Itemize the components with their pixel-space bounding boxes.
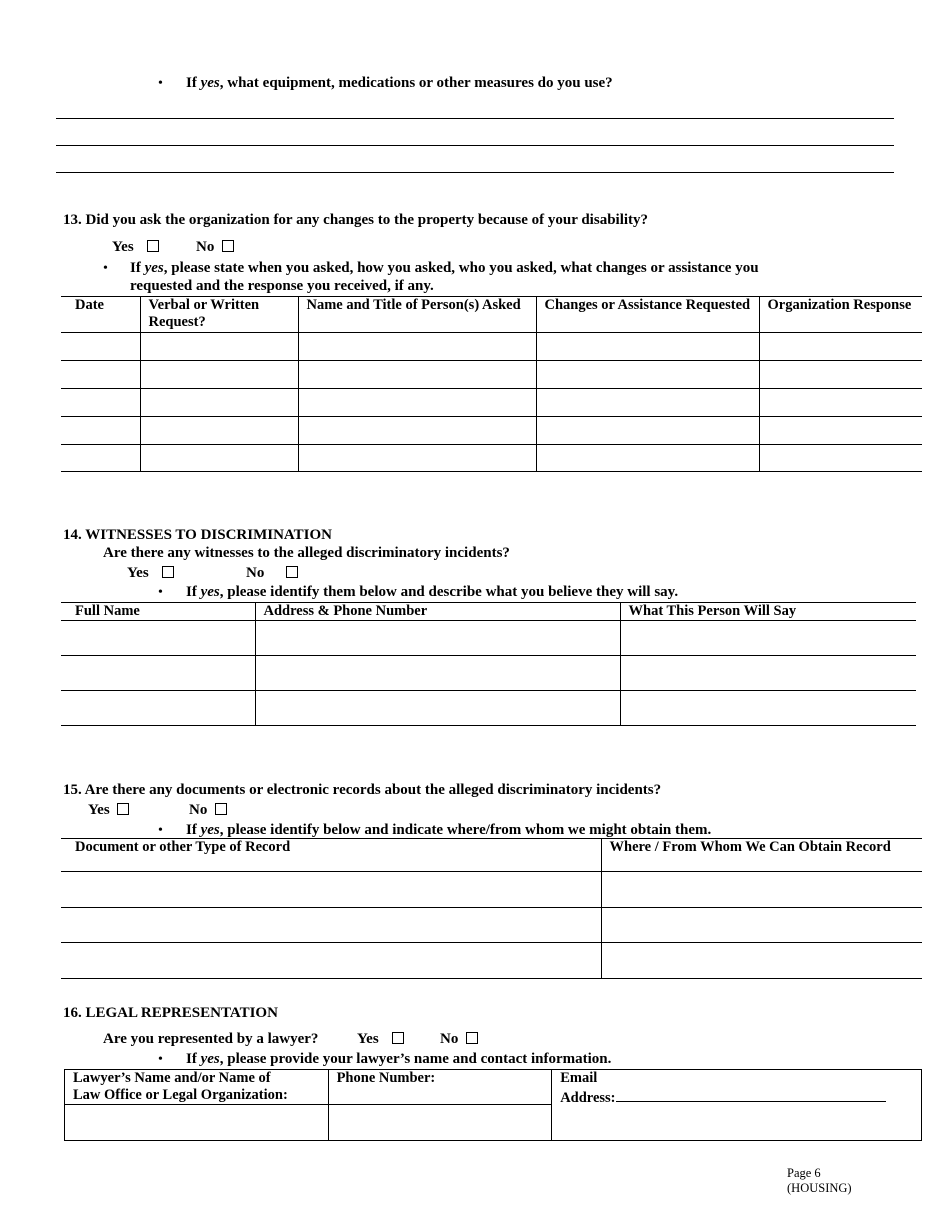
col-changes-header: Changes or Assistance Requested bbox=[536, 297, 759, 333]
q15-table bbox=[61, 838, 922, 979]
bullet-icon: • bbox=[158, 76, 163, 91]
q16-no-checkbox[interactable] bbox=[466, 1032, 478, 1044]
table-row[interactable] bbox=[61, 691, 916, 726]
phone-field[interactable] bbox=[328, 1105, 552, 1141]
q16-yes-label: Yes bbox=[357, 1031, 379, 1047]
q13-no-checkbox[interactable] bbox=[222, 240, 234, 252]
q12-followup-text: If yes, what equipment, medications or other measures do you use? bbox=[186, 75, 613, 91]
table-row[interactable] bbox=[61, 333, 922, 361]
bullet-icon: • bbox=[158, 585, 163, 600]
q16-yes-checkbox[interactable] bbox=[392, 1032, 404, 1044]
lawyer-name-field[interactable] bbox=[65, 1105, 329, 1141]
table-row[interactable] bbox=[61, 417, 922, 445]
lawyer-info-row bbox=[65, 1070, 922, 1105]
q16-question: Are you represented by a lawyer? bbox=[103, 1031, 319, 1047]
q15-yes-option bbox=[88, 802, 129, 819]
col-request-header: Verbal or Written Request? bbox=[140, 297, 298, 333]
q14-heading: 14. WITNESSES TO DISCRIMINATION bbox=[63, 527, 332, 543]
page-number: Page 6 bbox=[787, 1166, 821, 1180]
col-source-header: Where / From Whom We Can Obtain Record bbox=[601, 839, 922, 872]
lawyer-name-label: Lawyer’s Name and/or Name of Law Office or Legal Organization: bbox=[65, 1070, 329, 1105]
page-footer bbox=[787, 1166, 852, 1196]
q14-no-checkbox[interactable] bbox=[286, 566, 298, 578]
email-field[interactable] bbox=[616, 1087, 886, 1102]
col-person-header: Name and Title of Person(s) Asked bbox=[298, 297, 536, 333]
q13-no-label: No bbox=[196, 239, 215, 255]
q13-yes-label: Yes bbox=[112, 239, 134, 255]
answer-line-3[interactable] bbox=[56, 172, 894, 173]
col-fullname-header: Full Name bbox=[61, 603, 255, 621]
q15-question: 15. Are there any documents or electronic records about the alleged discriminatory incidents? bbox=[63, 782, 662, 798]
q13-followup-text: If yes, please state when you asked, how you asked, who you asked, what changes or assistance you requested and the response you received, if any. bbox=[130, 260, 759, 294]
table-header-row bbox=[61, 297, 922, 333]
table-header-row bbox=[61, 603, 916, 621]
q13-yes-checkbox[interactable] bbox=[147, 240, 159, 252]
q16-no-option bbox=[440, 1031, 478, 1048]
q14-table bbox=[61, 602, 916, 726]
q14-no-label: No bbox=[246, 565, 265, 581]
col-document-header: Document or other Type of Record bbox=[61, 839, 601, 872]
bullet-icon: • bbox=[103, 261, 108, 276]
q16-table bbox=[64, 1069, 922, 1141]
col-say-header: What This Person Will Say bbox=[620, 603, 916, 621]
q16-followup-text: If yes, please provide your lawyer’s name and contact information. bbox=[186, 1051, 612, 1067]
q14-yes-option bbox=[127, 565, 174, 582]
q14-yes-checkbox[interactable] bbox=[162, 566, 174, 578]
email-label-2: Address: bbox=[560, 1090, 616, 1106]
q15-yes-checkbox[interactable] bbox=[117, 803, 129, 815]
q14-followup-text: If yes, please identify them below and describe what you believe they will say. bbox=[186, 584, 679, 600]
q13-yes-option bbox=[112, 239, 159, 256]
table-row[interactable] bbox=[61, 908, 922, 943]
email-label: Email bbox=[560, 1070, 598, 1086]
table-row[interactable] bbox=[61, 445, 922, 472]
q15-no-label: No bbox=[189, 802, 208, 818]
q14-yes-label: Yes bbox=[127, 565, 149, 581]
email-cell[interactable] bbox=[552, 1070, 922, 1141]
q16-yes-option bbox=[357, 1031, 404, 1048]
col-address-header: Address & Phone Number bbox=[255, 603, 620, 621]
col-date-header: Date bbox=[61, 297, 140, 333]
q14-question: Are there any witnesses to the alleged discriminatory incidents? bbox=[103, 545, 510, 561]
table-row[interactable] bbox=[61, 872, 922, 908]
q15-followup-text: If yes, please identify below and indicate where/from whom we might obtain them. bbox=[186, 822, 712, 838]
answer-line-2[interactable] bbox=[56, 145, 894, 146]
answer-line-1[interactable] bbox=[56, 118, 894, 119]
table-row[interactable] bbox=[61, 656, 916, 691]
phone-label: Phone Number: bbox=[328, 1070, 552, 1105]
bullet-icon: • bbox=[158, 1052, 163, 1067]
q13-question: 13. Did you ask the organization for any changes to the property because of your disability? bbox=[63, 212, 649, 228]
q13-no-option bbox=[196, 239, 234, 256]
table-row[interactable] bbox=[61, 621, 916, 656]
form-section: (HOUSING) bbox=[787, 1181, 852, 1195]
table-row[interactable] bbox=[61, 389, 922, 417]
q16-no-label: No bbox=[440, 1031, 459, 1047]
col-response-header: Organization Response bbox=[759, 297, 922, 333]
q15-yes-label: Yes bbox=[88, 802, 110, 818]
q13-table bbox=[61, 296, 922, 472]
q15-no-option bbox=[189, 802, 227, 819]
q16-heading: 16. LEGAL REPRESENTATION bbox=[63, 1005, 278, 1021]
table-row[interactable] bbox=[61, 943, 922, 979]
table-row[interactable] bbox=[61, 361, 922, 389]
q14-no-option bbox=[246, 565, 298, 582]
table-header-row bbox=[61, 839, 922, 872]
bullet-icon: • bbox=[158, 823, 163, 838]
q15-no-checkbox[interactable] bbox=[215, 803, 227, 815]
